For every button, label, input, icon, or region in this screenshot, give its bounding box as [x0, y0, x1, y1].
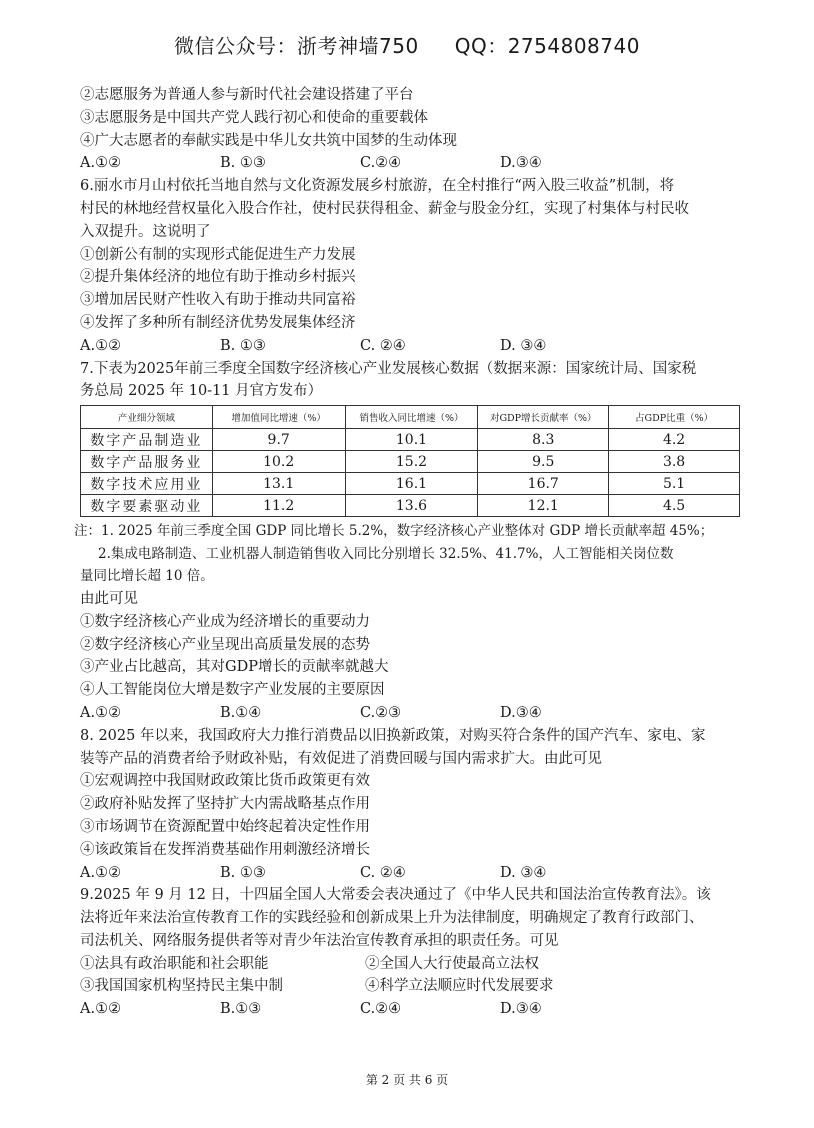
table-cell: 8.3: [478, 429, 609, 451]
question-stem: 入双提升。这说明了: [80, 223, 211, 240]
option-item: ③市场调节在资源配置中始终起着决定性作用: [80, 818, 370, 835]
choice-b: B.①③: [220, 1001, 262, 1018]
choice-d: D. ③④: [500, 337, 547, 354]
option-item: ①宏观调控中我国财政政策比货币政策更有效: [80, 773, 370, 790]
question-7: [74, 358, 740, 725]
option-item: ②志愿服务为普通人参与新时代社会建设搭建了平台: [80, 87, 414, 103]
table-cell: 9.7: [212, 429, 345, 451]
table-row: [81, 429, 740, 451]
table-note: 注：1. 2025 年前三季度全国 GDP 同比增长 5.2%，数字经济核心产业整体对 GDP 增长贡献率超 45%；: [74, 523, 714, 540]
question-8: [80, 725, 740, 885]
option-item: ②全国人大行使最高立法权: [365, 955, 539, 972]
table-note: 2.集成电路制造、工业机器人制造销售收入同比分别增长 32.5%、41.7%，人工智能相关岗位数: [98, 545, 674, 562]
choice-a: A.①②: [80, 1001, 122, 1018]
table-cell: 13.6: [345, 495, 478, 517]
table-cell: 10.2: [212, 451, 345, 473]
table-cell: 数字产品服务业: [81, 451, 213, 473]
choice-b: B.①④: [220, 704, 262, 721]
choice-a: A.①②: [80, 155, 122, 172]
table-cell: 4.5: [609, 495, 740, 517]
choice-c: C.②③: [360, 704, 402, 721]
option-item: ④科学立法顺应时代发展要求: [365, 978, 554, 995]
option-item: ②数字经济核心产业呈现出高质量发展的态势: [80, 636, 370, 653]
choice-a: A.①②: [80, 864, 122, 881]
question-stem: 装等产品的消费者给予财政补贴，有效促进了消费回暖与国内需求扩大。由此可见: [80, 750, 602, 767]
table-cell: 数字产品制造业: [81, 429, 213, 451]
option-item: ③增加居民财产性收入有助于推动共同富裕: [80, 292, 356, 309]
choice-a: A.①②: [80, 704, 122, 721]
option-item: ④人工智能岗位大增是数字产业发展的主要原因: [80, 682, 385, 699]
table-cell: 数字技术应用业: [81, 473, 213, 495]
option-item: ①创新公有制的实现形式能促进生产力发展: [80, 246, 356, 263]
table-row: [81, 451, 740, 473]
column-header: 增加值同比增速（%）: [212, 406, 345, 429]
column-header: 产业细分领域: [81, 406, 213, 429]
choice-d: D. ③④: [500, 864, 547, 881]
question-lead: 由此可见: [80, 590, 138, 607]
page-number: 第 2 页 共 6 页: [365, 1073, 449, 1087]
table-note: 量同比增长超 10 倍。: [80, 568, 214, 585]
table-cell: 13.1: [212, 473, 345, 495]
table-cell: 数字要素驱动业: [81, 495, 213, 517]
table-cell: 5.1: [609, 473, 740, 495]
column-header: 对GDP增长贡献率（%）: [478, 406, 609, 429]
table-cell: 3.8: [609, 451, 740, 473]
table-cell: 9.5: [478, 451, 609, 473]
choice-c: C.②④: [360, 155, 402, 172]
answer-choices: [80, 862, 740, 885]
choice-b: B. ①③: [220, 864, 266, 881]
question-stem: 务总局 2025 年 10-11 月官方发布）: [80, 383, 323, 400]
choice-d: D.③④: [500, 1001, 542, 1018]
choice-c: C.②④: [360, 1001, 402, 1018]
column-header: 销售收入同比增速（%）: [345, 406, 478, 429]
question-stem: 9.2025 年 9 月 12 日，十四届全国人大常委会表决通过了《中华人民共和国法治宣传教育法》。该: [80, 887, 711, 904]
option-item: ④广大志愿者的奉献实践是中华儿女共筑中国梦的生动体现: [80, 132, 457, 149]
table-row: [81, 495, 740, 517]
answer-choices: [80, 335, 740, 358]
option-item: ②提升集体经济的地位有助于推动乡村振兴: [80, 269, 356, 286]
question-9: [80, 884, 740, 1021]
choice-d: D.③④: [500, 155, 542, 172]
option-item: ②政府补贴发挥了坚持扩大内需战略基点作用: [80, 796, 370, 813]
answer-choices: [80, 998, 740, 1021]
table-header-row: [81, 406, 740, 429]
choice-c: C. ②④: [360, 337, 406, 354]
answer-choices: [80, 702, 740, 725]
page-content: [74, 84, 740, 1021]
question-stem: 村民的林地经营权量化入股合作社，使村民获得租金、薪金与股金分红，实现了村集体与村民收: [80, 200, 689, 217]
option-item: ①法具有政治职能和社会职能: [80, 955, 269, 972]
option-row: [80, 975, 740, 998]
option-item: ③我国国家机构坚持民主集中制: [80, 978, 283, 995]
question-stem: 7.下表为2025年前三季度全国数字经济核心产业发展核心数据（数据来源：国家统计局、国家税: [80, 360, 697, 377]
option-item: ④该政策旨在发挥消费基础作用刺激经济增长: [80, 841, 370, 858]
option-item: ③志愿服务是中国共产党人践行初心和使命的重要载体: [80, 109, 428, 126]
choice-c: C. ②④: [360, 864, 406, 881]
option-item: ③产业占比越高，其对GDP增长的贡献率就越大: [80, 659, 389, 676]
choice-b: B. ①③: [220, 155, 266, 172]
table-cell: 12.1: [478, 495, 609, 517]
choice-b: B. ①③: [220, 337, 266, 354]
table-cell: 16.1: [345, 473, 478, 495]
option-row: [80, 953, 740, 976]
data-table: [80, 405, 740, 517]
option-item: ①数字经济核心产业成为经济增长的重要动力: [80, 613, 370, 630]
table-cell: 16.7: [478, 473, 609, 495]
question-stem: 司法机关、网络服务提供者等对青少年法治宣传教育承担的职责任务。可见: [80, 932, 559, 949]
wechat-account: 微信公众号：浙考神墙750: [174, 34, 419, 58]
question-6: [80, 175, 740, 357]
column-header: 占GDP比重（%）: [609, 406, 740, 429]
choice-a: A.①②: [80, 337, 122, 354]
answer-choices: [80, 152, 740, 175]
table-cell: 15.2: [345, 451, 478, 473]
table-row: [81, 473, 740, 495]
option-item: ④发挥了多种所有制经济优势发展集体经济: [80, 314, 356, 331]
question-stem: 6.丽水市月山村依托当地自然与文化资源发展乡村旅游，在全村推行“两入股三收益”机制，将: [80, 178, 675, 195]
qq-number: QQ：2754808740: [454, 34, 640, 58]
page-header: [0, 30, 814, 59]
question-stem: 法将近年来法治宣传教育工作的实践经验和创新成果上升为法律制度，明确规定了教育行政部门、: [80, 910, 704, 927]
question-stem: 8. 2025 年以来，我国政府大力推行消费品以旧换新政策，对购买符合条件的国产汽车、家电、家: [80, 727, 706, 744]
choice-d: D.③④: [500, 704, 542, 721]
table-cell: 10.1: [345, 429, 478, 451]
question-5-tail: [80, 84, 740, 175]
table-cell: 4.2: [609, 429, 740, 451]
table-cell: 11.2: [212, 495, 345, 517]
